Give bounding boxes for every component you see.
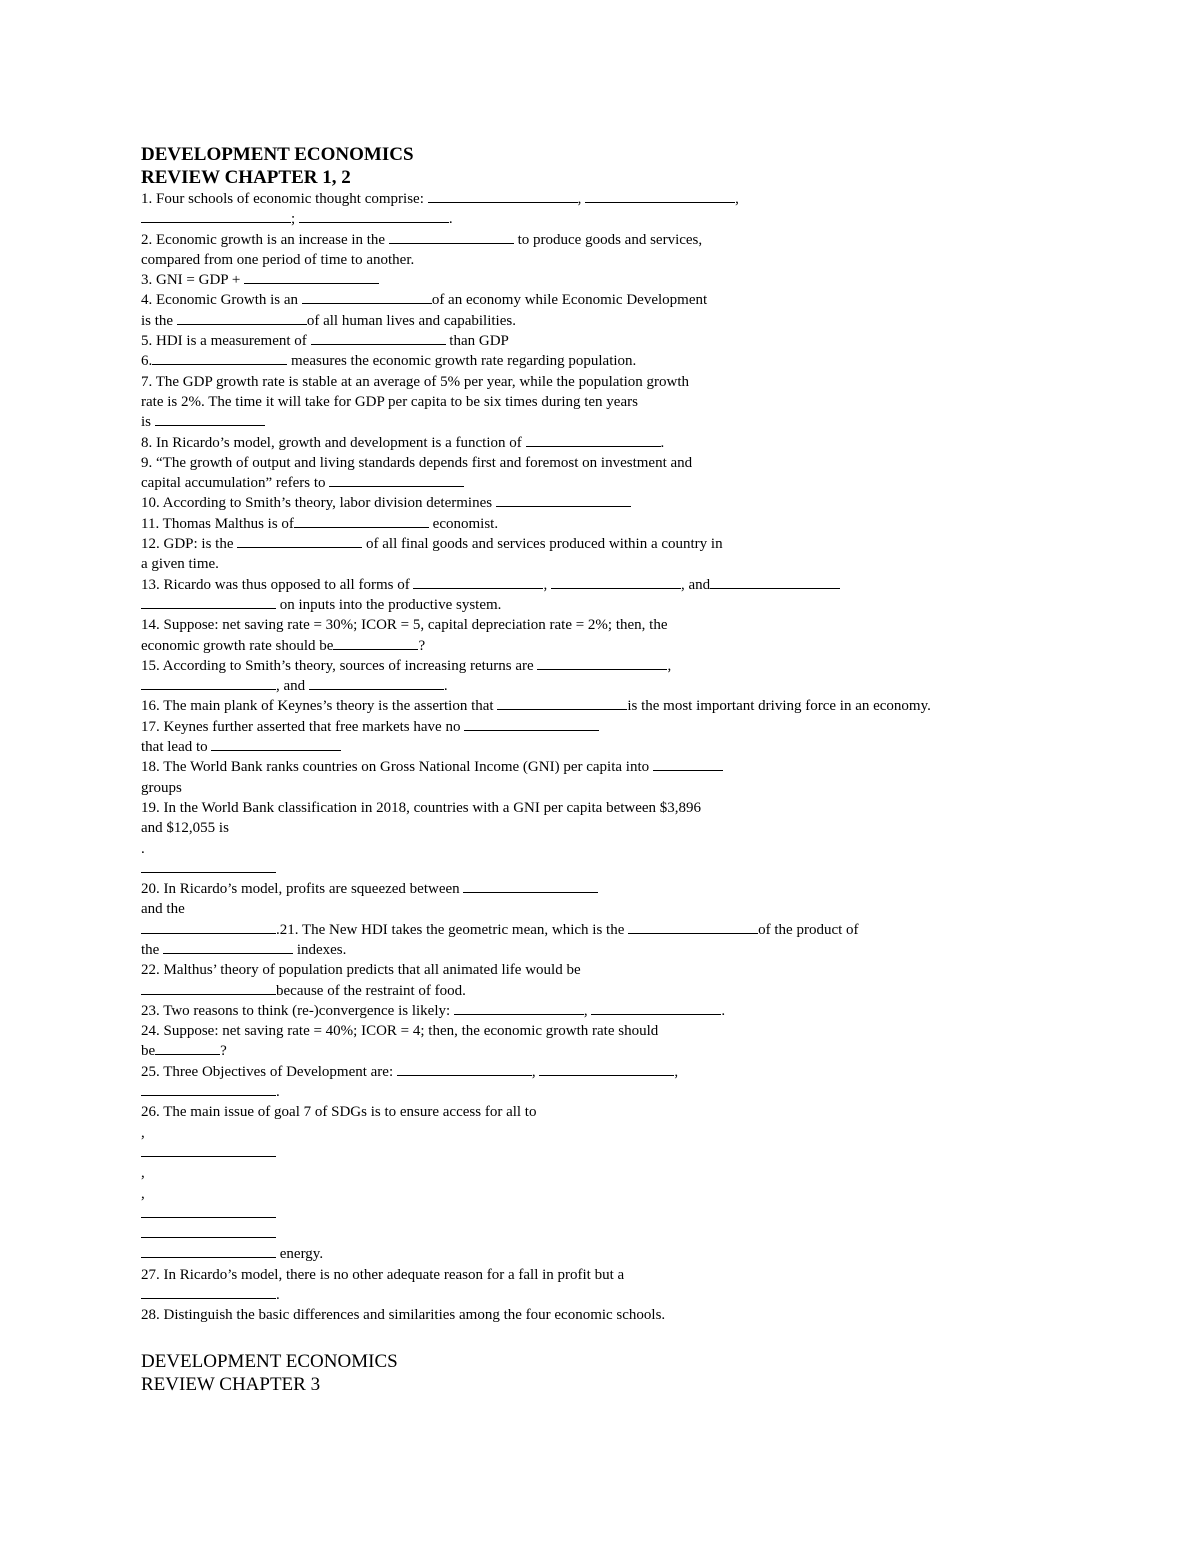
answer-blank[interactable]: [177, 311, 307, 325]
question-16: 16. The main plank of Keynes’s theory is the assertion that is the most important driving force in an economy.: [141, 698, 931, 715]
section-title: DEVELOPMENT ECONOMICS: [141, 1350, 398, 1372]
question-18: 18. The World Bank ranks countries on Gross National Income (GNI) per capita into: [141, 757, 1171, 777]
answer-blank[interactable]: [497, 696, 627, 710]
answer-blank[interactable]: [463, 879, 598, 893]
question-3: 3. GNI = GDP +: [141, 270, 1171, 290]
answer-blank[interactable]: [141, 1224, 276, 1238]
question-15: 15. According to Smith’s theory, sources of increasing returns are ,: [141, 657, 672, 674]
answer-blank[interactable]: [551, 575, 681, 589]
question-15-cont: , and .: [141, 676, 1171, 696]
question-22-cont: because of the restraint of food.: [141, 981, 1171, 1001]
question-19-cont2: .: [141, 840, 145, 857]
answer-blank[interactable]: [141, 676, 276, 690]
answer-blank[interactable]: [141, 1143, 276, 1157]
question-12-cont: a given time.: [141, 556, 219, 573]
answer-blank[interactable]: [141, 209, 291, 223]
question-2: 2. Economic growth is an increase in the to produce goods and services,: [141, 231, 703, 248]
section-gap: [141, 1326, 1171, 1350]
question-13-cont: on inputs into the productive system.: [141, 595, 1171, 615]
answer-blank[interactable]: [155, 412, 265, 426]
answer-blank[interactable]: [397, 1062, 532, 1076]
question-26-cont: energy.: [141, 1244, 1171, 1264]
question-24: 24. Suppose: net saving rate = 40%; ICOR = 4; then, the economic growth rate should: [141, 1023, 659, 1040]
answer-blank[interactable]: [141, 1082, 276, 1096]
question-26-blank-2: [141, 1204, 1171, 1224]
question-2-cont: compared from one period of time to another.: [141, 251, 415, 268]
question-9: 9. “The growth of output and living standards depends first and foremost on investment and: [141, 454, 693, 471]
answer-blank[interactable]: [141, 1244, 276, 1258]
question-14: 14. Suppose: net saving rate = 30%; ICOR = 5, capital depreciation rate = 2%; then, the: [141, 617, 668, 634]
question-14-cont: economic growth rate should be ?: [141, 637, 426, 654]
answer-blank[interactable]: [653, 757, 723, 771]
question-21-cont: the indexes.: [141, 941, 347, 958]
question-7: 7. The GDP growth rate is stable at an average of 5% per year, while the population growth: [141, 373, 689, 390]
question-9-cont: capital accumulation” refers to: [141, 473, 1171, 493]
section-subtitle: REVIEW CHAPTER 3: [141, 1373, 321, 1395]
answer-blank[interactable]: [526, 433, 661, 447]
question-24-cont: be ?: [141, 1043, 227, 1060]
answer-blank[interactable]: [141, 1285, 276, 1299]
answer-blank[interactable]: [163, 940, 293, 954]
answer-blank[interactable]: [413, 575, 543, 589]
answer-blank[interactable]: [141, 981, 276, 995]
answer-blank[interactable]: [329, 473, 464, 487]
question-20: 20. In Ricardo’s model, profits are squeezed between: [141, 879, 1171, 899]
question-20-cont: and the: [141, 901, 185, 918]
question-8: 8. In Ricardo’s model, growth and development is a function of .: [141, 434, 665, 451]
document-content: [141, 143, 1171, 1396]
question-19: 19. In the World Bank classification in 2018, countries with a GNI per capita between $3,896: [141, 799, 702, 816]
answer-blank[interactable]: [141, 595, 276, 609]
answer-blank[interactable]: [244, 270, 379, 284]
answer-blank[interactable]: [302, 290, 432, 304]
answer-blank[interactable]: [537, 656, 667, 670]
question-27-cont: .: [141, 1285, 1171, 1305]
answer-blank[interactable]: [389, 230, 514, 244]
question-12: 12. GDP: is the of all final goods and services produced within a country in: [141, 536, 723, 553]
answer-blank[interactable]: [299, 209, 449, 223]
question-21: .21. The New HDI takes the geometric mean, which is the of the product of: [141, 920, 1171, 940]
answer-blank[interactable]: [628, 920, 758, 934]
answer-blank[interactable]: [585, 189, 735, 203]
question-18-cont: groups: [141, 779, 182, 796]
answer-blank[interactable]: [152, 351, 287, 365]
question-26-comma-2: ,: [141, 1165, 145, 1182]
question-5: 5. HDI is a measurement of than GDP: [141, 333, 509, 350]
question-25-cont: .: [141, 1082, 1171, 1102]
answer-blank[interactable]: [294, 514, 429, 528]
question-1-cont: ; .: [141, 209, 1171, 229]
question-19-cont3: [141, 859, 1171, 879]
question-6: 6. measures the economic growth rate regarding population.: [141, 353, 637, 370]
question-28: 28. Distinguish the basic differences and similarities among the four economic schools.: [141, 1307, 666, 1324]
answer-blank[interactable]: [141, 1204, 276, 1218]
question-17-cont: that lead to: [141, 737, 1171, 757]
answer-blank[interactable]: [311, 331, 446, 345]
document-title: DEVELOPMENT ECONOMICS: [141, 144, 414, 165]
question-22: 22. Malthus’ theory of population predicts that all animated life would be: [141, 962, 581, 979]
question-10: 10. According to Smith’s theory, labor division determines: [141, 493, 1171, 513]
question-17: 17. Keynes further asserted that free markets have no: [141, 717, 1171, 737]
answer-blank[interactable]: [428, 189, 578, 203]
answer-blank[interactable]: [309, 676, 444, 690]
question-4-cont: is the of all human lives and capabilities.: [141, 312, 516, 329]
question-25: 25. Three Objectives of Development are: , ,: [141, 1063, 679, 1080]
answer-blank[interactable]: [237, 534, 362, 548]
answer-blank[interactable]: [333, 636, 418, 650]
answer-blank[interactable]: [710, 575, 840, 589]
question-27: 27. In Ricardo’s model, there is no other adequate reason for a fall in profit but a: [141, 1266, 625, 1283]
answer-blank[interactable]: [591, 1001, 721, 1015]
question-13: 13. Ricardo was thus opposed to all forms of , , and: [141, 575, 1171, 595]
question-7-cont2: is: [141, 412, 1171, 432]
answer-blank[interactable]: [464, 717, 599, 731]
question-19-cont: and $12,055 is: [141, 820, 229, 837]
answer-blank[interactable]: [141, 859, 276, 873]
question-26: 26. The main issue of goal 7 of SDGs is to ensure access for all to: [141, 1104, 537, 1121]
question-26-comma-1: ,: [141, 1124, 145, 1141]
answer-blank[interactable]: [539, 1062, 674, 1076]
question-23: 23. Two reasons to think (re-)convergence is likely: , .: [141, 1002, 726, 1019]
answer-blank[interactable]: [141, 920, 276, 934]
question-26-blank-1: [141, 1143, 1171, 1163]
question-26-blank-3: [141, 1224, 1171, 1244]
question-7-cont: rate is 2%. The time it will take for GDP per capita to be six times during ten years: [141, 393, 638, 410]
question-4: 4. Economic Growth is an of an economy while Economic Development: [141, 292, 708, 309]
document-subtitle: REVIEW CHAPTER 1, 2: [141, 167, 351, 188]
question-26-comma-3: ,: [141, 1185, 145, 1202]
answer-blank[interactable]: [155, 1041, 220, 1055]
answer-blank[interactable]: [454, 1001, 584, 1015]
answer-blank[interactable]: [211, 737, 341, 751]
question-1: 1. Four schools of economic thought comprise: , ,: [141, 191, 739, 207]
answer-blank[interactable]: [496, 493, 631, 507]
question-11: 11. Thomas Malthus is of economist.: [141, 515, 499, 532]
